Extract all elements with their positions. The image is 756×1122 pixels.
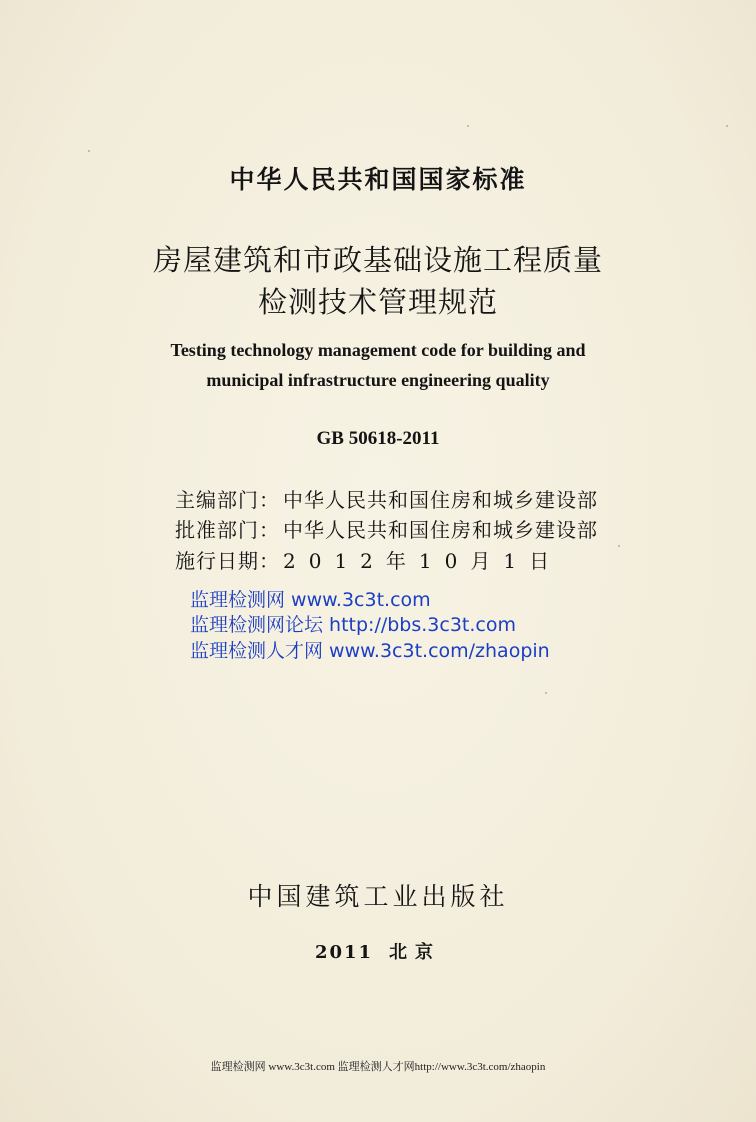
publication-year: 2011: [314, 942, 374, 963]
effective-date-value: 2012年10月1日: [283, 549, 563, 573]
footer-watermark: 监理检测网 www.3c3t.com 监理检测人才网http://www.3c3t.com/zhaopin: [210, 1061, 546, 1073]
effective-date-label: 施行日期：: [175, 549, 280, 573]
document-title-en-line1: Testing technology management code for building and: [170, 340, 586, 360]
document-title-en-line2: municipal infrastructure engineering quality: [206, 370, 550, 390]
effective-date-row: [175, 545, 562, 574]
scan-speck: [545, 692, 547, 694]
standard-type-heading: 中华人民共和国国家标准: [229, 165, 527, 194]
approval-department-value: 中华人民共和国住房和城乡建设部: [283, 518, 598, 542]
document-title-zh-line1: 房屋建筑和市政基础设施工程质量: [152, 243, 603, 277]
chief-department-value: 中华人民共和国住房和城乡建设部: [283, 488, 598, 512]
chief-department-label: 主编部门：: [175, 488, 280, 512]
approval-department-row: [175, 514, 598, 543]
chief-department-row: [175, 484, 598, 513]
scan-speck: [88, 150, 90, 152]
watermark-link-site[interactable]: 监理检测网 www.3c3t.com: [190, 589, 431, 611]
scan-speck: [467, 125, 469, 127]
watermark-link-forum[interactable]: 监理检测网论坛 http://bbs.3c3t.com: [190, 614, 516, 636]
scan-speck: [726, 125, 728, 127]
publication-city: 北京: [389, 942, 442, 963]
approval-department-label: 批准部门：: [175, 518, 280, 542]
scan-speck: [618, 545, 620, 547]
publisher-name: 中国建筑工业出版社: [247, 882, 509, 911]
standard-code: GB 50618-2011: [316, 428, 440, 449]
publication-place: [0, 938, 756, 964]
watermark-link-jobs[interactable]: 监理检测人才网 www.3c3t.com/zhaopin: [190, 640, 550, 662]
document-title-zh-line2: 检测技术管理规范: [257, 285, 498, 319]
